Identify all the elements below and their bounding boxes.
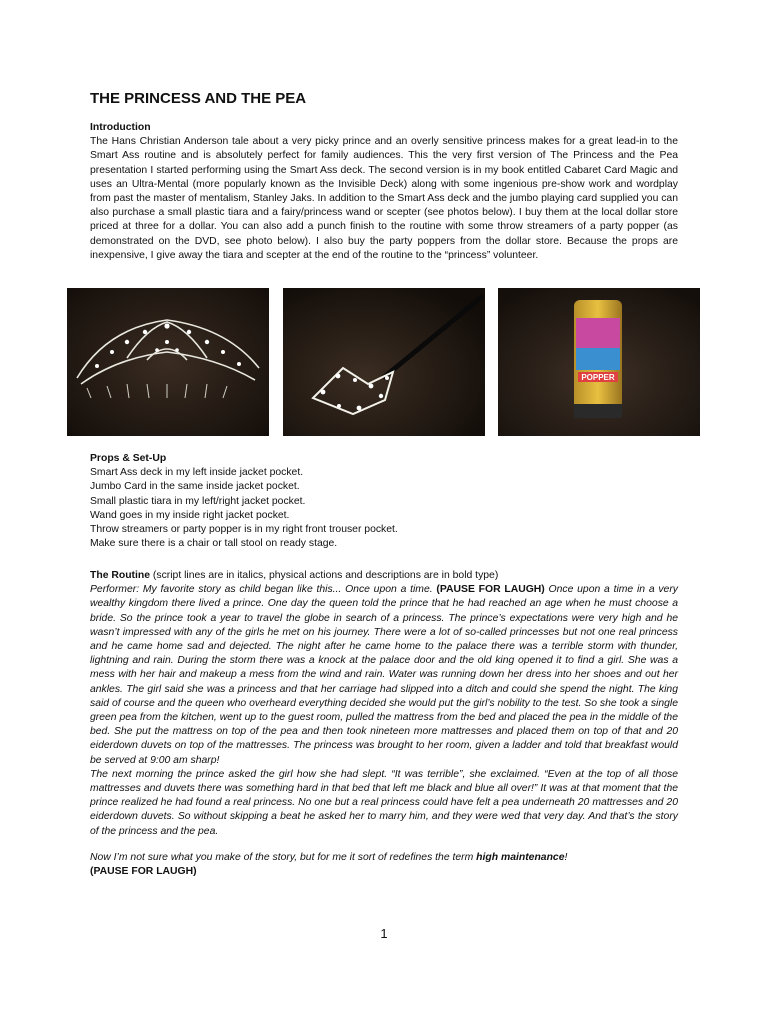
routine-heading-line	[90, 569, 678, 583]
introduction-heading: Introduction	[90, 122, 151, 133]
routine-paragraph-2: The next morning the prince asked the girl how she had slept. “It was terrible”, she exclaimed. “Even at the top of all those mattresses and duvets there was something hard in that bed that left me black and blue all over!” It was at that moment that the prince realized he had found a real princess. No one but a real princess could have felt a pea underneath 20 mattresses and 20 eiderdown duvets. So without skipping a beat he asked her to marry him, and they were wed that very day. And that’s the story of the princess and the pea.	[90, 768, 678, 837]
props-line: Small plastic tiara in my left/right jacket pocket.	[90, 495, 306, 507]
routine-subheading: (script lines are in italics, physical actions and descriptions are in bold type)	[150, 570, 499, 581]
script-text: Once upon a time in a very wealthy kingdom there lived a prince. One day the queen told the prince that he had reached an age when he must choose a bride. So the prince took a year to travel the globe in search of a princess. The prince’s expectations were very high and he wasn’t impressed with any of the girls he met on his journey. There were a lot of so-called princesses but not one real princess and he came home sad and dejected. The night after he came home to the palace there was a terrible storm with thunder, lightning and rain. During the storm there was a knock at the palace door and the old king opened it to find a girl. She was a mess with her hair and makeup a mess from the wind and rain. Water was running down her dress into her shoes and out her ankles. The girl said she was a princess and that her carriage had slipped into a ditch and could she spend the night. The king said of course and the queen who overheard everything decided she would put the girl’s nobility to the test. So she took a single green pea from the kitchen, went up to the guest room, pulled the mattress from the bed and placed the pea in the middle of the bed. She put the mattress on top of the pea and then took nineteen more mattresses and placed them on top of that and 20 eiderdown duvets on top of the mattresses. The princess was brought to her room, given a ladder and told that breakfast would be served at 9:00 am sharp!	[90, 584, 678, 766]
script-text: !	[564, 851, 568, 863]
routine-heading: The Routine	[90, 570, 151, 581]
introduction-text: The Hans Christian Anderson tale about a very picky prince and an overly sensitive princess makes for a great lead-in to the Smart Ass routine and is absolutely perfect for family audiences. This the very first version of The Princess and the Pea presentation I started performing using the Smart Ass deck. The second version is in my book entitled Cabaret Card Magic and uses an Ultra-Mental (more popularly known as the Invisible Deck) along with some ingenious pre-show work and wordplay from past the master of mentalism, Stanley Jaks. In addition to the Smart Ass deck and the jumbo playing card supplied you can also purchase a small plastic tiara and a fairy/princess wand or scepter (see photos below). I buy them at the local dollar store priced at three for a dollar. You can also add a punch finish to the routine with some throw streamers of a party popper (as demonstrated on the DVD, see photo below). I also buy the party poppers from the dollar store. Because the props are inexpensive, I give away the tiara and scepter at the end of the routine to the “princess” volunteer.	[90, 136, 678, 261]
props-line: Make sure there is a chair or tall stool on ready stage.	[90, 538, 338, 550]
script-text: Performer: My favorite story as child began like this... Once upon a time.	[90, 584, 437, 596]
props-line: Wand goes in my inside right jacket pocket.	[90, 509, 290, 521]
pause-for-laugh: (PAUSE FOR LAUGH)	[436, 584, 545, 596]
routine-paragraph-1	[90, 583, 678, 768]
routine-paragraph-3	[90, 851, 678, 865]
party-popper-image	[498, 288, 700, 436]
document-title: THE PRINCESS AND THE PEA	[90, 90, 307, 107]
wand-photo	[283, 288, 485, 436]
paragraph-spacer	[90, 839, 678, 851]
props-heading: Props & Set-Up	[90, 453, 167, 464]
page-number: 1	[380, 926, 388, 941]
introduction-section	[90, 121, 678, 263]
script-text: Now I’m not sure what you make of the story, but for me it sort of redefines the term	[90, 851, 477, 863]
popper-label: POPPER	[581, 373, 615, 382]
pause-for-laugh-final: (PAUSE FOR LAUGH)	[90, 866, 197, 878]
party-popper-photo	[498, 288, 700, 436]
props-line: Throw streamers or party popper is in my right front trouser pocket.	[90, 524, 398, 536]
props-section	[90, 452, 678, 551]
wand-image	[283, 288, 485, 436]
tiara-image	[67, 288, 269, 436]
emphasis-text: high maintenance	[476, 851, 565, 863]
props-line: Smart Ass deck in my left inside jacket pocket.	[90, 467, 304, 479]
routine-section	[90, 569, 678, 879]
props-line: Jumbo Card in the same inside jacket pocket.	[90, 481, 300, 493]
tiara-photo	[67, 288, 269, 436]
